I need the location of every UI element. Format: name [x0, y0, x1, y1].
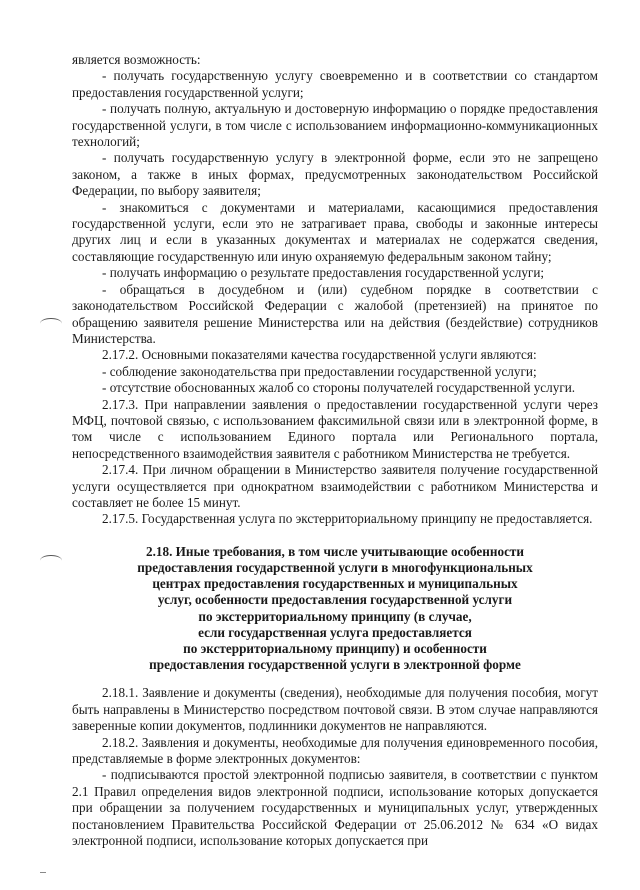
margin-mark-1 [40, 318, 62, 329]
margin-mark-2 [40, 555, 62, 566]
list-item: - обращаться в досудебном и (или) судебном порядке в соответствии с законодательством Российской Федерации с жалобой (претензией) на принятое по обращению заявителя решение Министерства или на действия (бездействие) сотрудников Министерства. [72, 281, 598, 346]
list-item: - подписываются простой электронной подписью заявителя, в соответствии с пунктом 2.1 Правил определения видов электронной подписи, использование которых допускается при обращении за получением государственных и муниципальных услуг, утвержденных постановлением Правительства Российской Федерации от 25.06.2012 № 634 «О видах электронной подписи, использование которых допускается при [72, 767, 598, 849]
paragraph: 2.17.3. При направлении заявления о предоставлении государственной услуги через МФЦ, почтовой связью, с использованием факсимильной связи или в электронной форме, в том числе с использованием Единого портала или Регионального портала, непосредственного взаимодействия заявителя с работником Министерства не требуется. [72, 396, 598, 461]
list-item: - соблюдение законодательства при предоставлении государственной услуги; [102, 363, 537, 379]
section-heading [72, 544, 598, 674]
list-item: - получать государственную услугу своевременно и в соответствии со стандартом предоставления государственной услуги; [72, 68, 598, 100]
heading-line: 2.18. Иные требования, в том числе учитывающие особенности [145, 543, 525, 559]
list-item: - знакомиться с документами и материалами, касающимися предоставления государственной услуги, если это не затрагивает права, свободы и законные интересы других лиц и если в указанных документах и материалах не содержатся сведения, составляющие государственную или иную охраняемую федеральным законом тайну; [72, 199, 598, 264]
heading-line: если государственная услуга предоставляется [198, 624, 472, 640]
paragraph: 2.17.4. При личном обращении в Министерство заявителя получение государственной услуги осуществляется при однократном взаимодействии с работником Министерства и составляет не более 15 минут. [72, 462, 598, 510]
paragraph: 2.17.2. Основными показателями качества государственной услуги являются: [102, 347, 537, 363]
heading-line: предоставления государственной услуги в электронной форме [149, 657, 521, 673]
heading-line: по экстерриториальному принципу (в случае, [198, 608, 472, 624]
document-page [72, 52, 598, 849]
list-item: - отсутствие обоснованных жалоб со стороны получателей государственной услуги. [102, 380, 576, 396]
list-item: - получать полную, актуальную и достоверную информацию о порядке предоставления государственной услуги, в том числе с использованием информационно-коммуникационных технологий; [72, 101, 598, 150]
paragraph-continuation: является возможность: [72, 52, 201, 67]
list-item: - получать государственную услугу в электронной форме, если это не запрещено законом, а также в иных формах, предусмотренных законодательством Российской Федерации, по выбору заявителя; [72, 150, 598, 199]
heading-line: центрах предоставления государственных и муниципальных [152, 576, 518, 592]
paragraph: 2.18.1. Заявление и документы (сведения), необходимые для получения пособия, могут быть направлены в Министерство посредством почтовой связи. В этом случае направляются заверенные копии документов, подлинники документов не направляются. [72, 685, 598, 734]
list-item: - получать информацию о результате предоставления государственной услуги; [102, 265, 545, 281]
heading-line: по экстерриториальному принципу) и особенности [183, 641, 487, 656]
page-edge-mark [40, 872, 46, 873]
paragraph: 2.18.2. Заявления и документы, необходимые для получения единовременного пособия, представляемые в форме электронных документов: [72, 734, 598, 767]
heading-line: услуг, особенности предоставления государственной услуги [157, 592, 513, 608]
paragraph: 2.17.5. Государственная услуга по экстерриториальному принципу не предоставляется. [102, 511, 593, 527]
heading-line: предоставления государственной услуги в многофункциональных [137, 559, 533, 575]
